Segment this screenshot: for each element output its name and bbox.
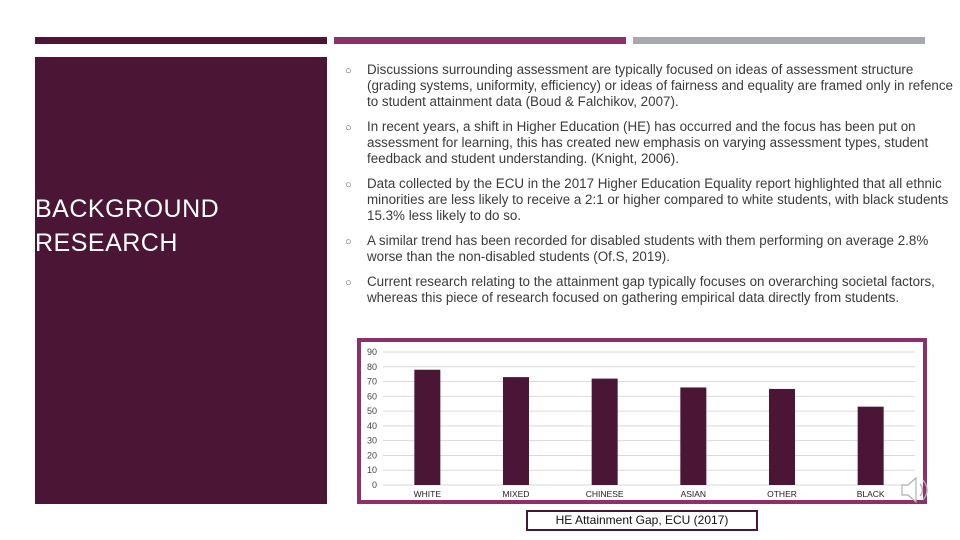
bullet-circle-icon: ○ xyxy=(345,122,352,134)
bullet-text: Data collected by the ECU in the 2017 Higher Education Equality report highlighted that all ethnic minorities are less likely to receive a 2:1 or higher compared to white students, with black students 15.3% less likely to do so. xyxy=(367,176,949,223)
bullet-item xyxy=(345,274,955,306)
bullet-circle-icon: ○ xyxy=(345,179,352,191)
bar-mixed xyxy=(503,377,529,485)
x-tick-label: WHITE xyxy=(413,489,442,499)
bar-other xyxy=(769,389,795,485)
bullet-text: Discussions surrounding assessment are typically focused on ideas of assessment structure (grading systems, uniformity, efficiency) or ideas of fairness and equality are framed only in refence to student attainment data (Boud & Falchikov, 2007). xyxy=(367,62,953,109)
y-tick-label: 0 xyxy=(371,480,377,490)
bullet-text: Current research relating to the attainment gap typically focuses on overarching societal factors, whereas this piece of research focused on gathering empirical data directly from students. xyxy=(367,274,935,305)
bar-asian xyxy=(680,387,706,485)
slide-title-line2: RESEARCH xyxy=(35,229,178,257)
top-accent-bar-magenta xyxy=(334,37,626,44)
y-tick-label: 20 xyxy=(366,450,377,461)
y-tick-label: 50 xyxy=(366,406,377,417)
y-tick-label: 10 xyxy=(366,465,377,476)
x-tick-label: ASIAN xyxy=(680,489,707,499)
x-tick-label: CHINESE xyxy=(585,489,624,499)
bullet-text: A similar trend has been recorded for disabled students with them performing on average 2.8% worse than the non-disabled students (Of.S, 2019). xyxy=(367,233,929,264)
x-tick-label: BLACK xyxy=(856,489,885,499)
y-tick-label: 70 xyxy=(366,376,377,387)
bullet-text: In recent years, a shift in Higher Education (HE) has occurred and the focus has been put on assessment for learning, this has created new emphasis on varying assessment types, student feedback and student understanding. (Knight, 2006). xyxy=(367,119,929,166)
bar-white xyxy=(414,370,440,485)
bullet-item xyxy=(345,176,955,224)
bar-chinese xyxy=(592,379,618,485)
audio-speaker-icon[interactable] xyxy=(892,468,936,512)
bullet-circle-icon: ○ xyxy=(345,65,352,77)
y-tick-label: 90 xyxy=(366,347,377,357)
bullet-item xyxy=(345,119,955,167)
bullet-circle-icon: ○ xyxy=(345,236,352,248)
slide-title-line1: BACKGROUND xyxy=(35,195,220,223)
slide-title xyxy=(35,192,219,260)
bullet-item xyxy=(345,62,955,110)
chart-caption: HE Attainment Gap, ECU (2017) xyxy=(526,510,758,531)
x-tick-label: MIXED xyxy=(502,489,530,499)
y-tick-label: 80 xyxy=(366,361,377,372)
bullet-circle-icon: ○ xyxy=(345,277,352,289)
attainment-bar-chart xyxy=(361,342,923,500)
y-tick-label: 30 xyxy=(366,435,377,446)
x-tick-label: OTHER xyxy=(767,489,797,499)
bar-black xyxy=(858,407,884,485)
bullet-item xyxy=(345,233,955,265)
top-accent-bar-dark xyxy=(35,37,327,44)
chart-frame xyxy=(357,338,927,504)
top-accent-bar-grey xyxy=(633,37,925,44)
title-panel xyxy=(35,57,327,504)
y-tick-label: 40 xyxy=(366,420,377,431)
y-tick-label: 60 xyxy=(366,391,377,402)
bullet-list xyxy=(345,62,955,315)
